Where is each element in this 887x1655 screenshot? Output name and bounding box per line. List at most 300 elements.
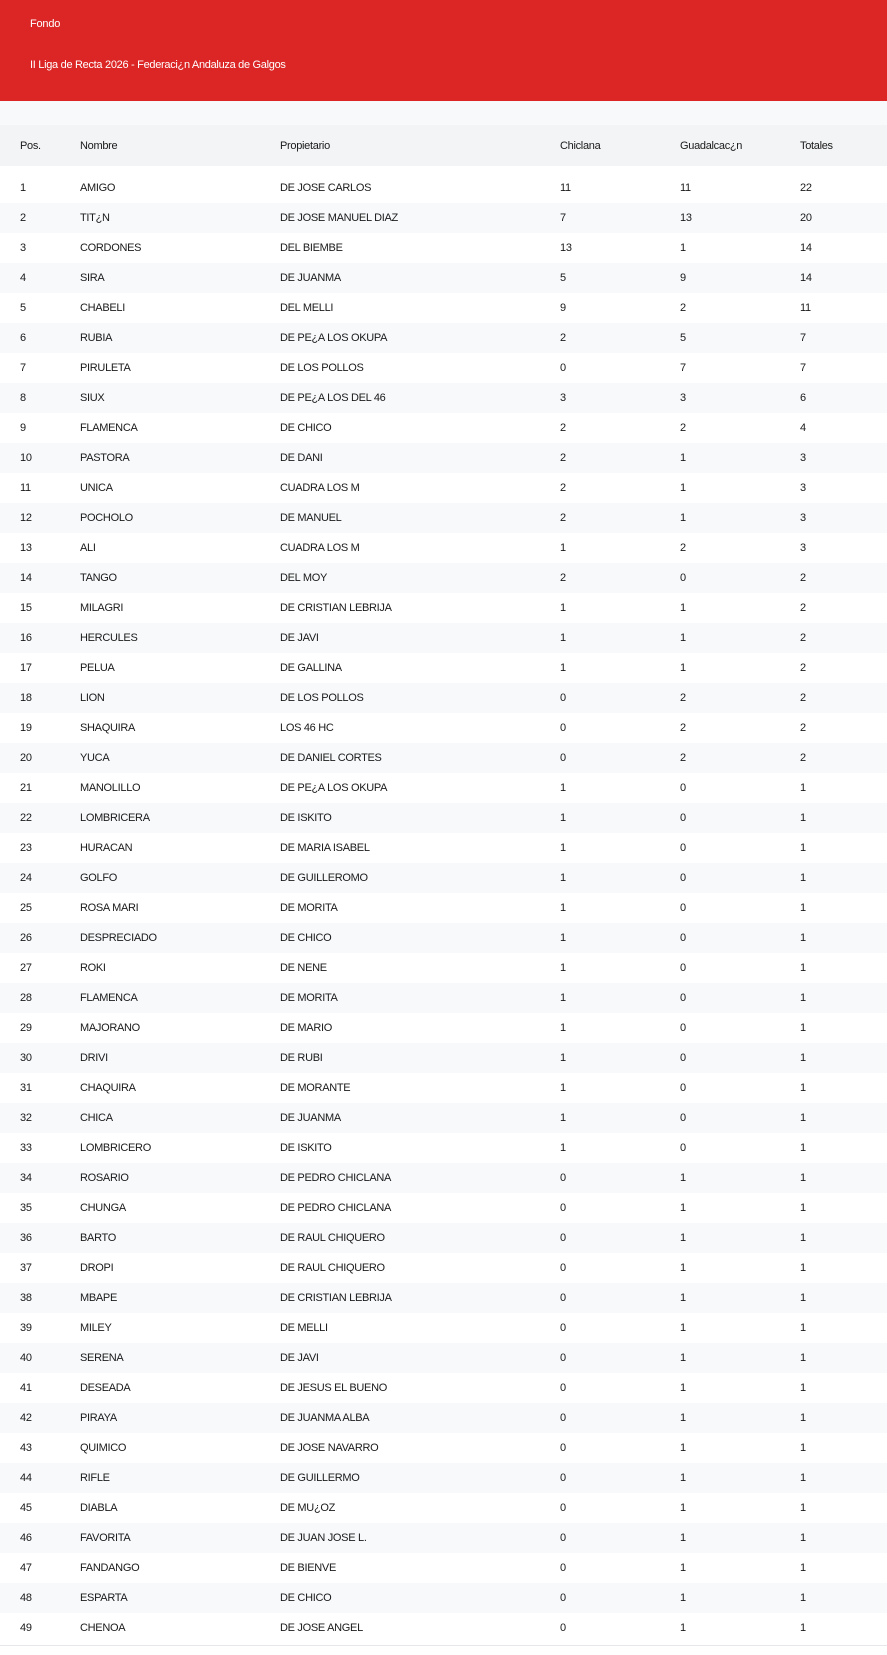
row-name: ROSARIO — [80, 1172, 129, 1184]
row-guadalcacin: 1 — [680, 1472, 686, 1484]
row-guadalcacin: 2 — [680, 422, 686, 434]
row-name: MBAPE — [80, 1292, 118, 1304]
row-pos: 13 — [20, 542, 32, 554]
table-row — [0, 803, 887, 833]
row-name: FLAMENCA — [80, 422, 138, 434]
row-name: TIT¿N — [80, 212, 110, 224]
row-owner: DE PEDRO CHICLANA — [280, 1202, 392, 1214]
row-chiclana: 0 — [560, 1292, 566, 1304]
row-total: 1 — [800, 1412, 806, 1424]
row-pos: 5 — [20, 302, 26, 314]
row-pos: 21 — [20, 782, 32, 794]
row-pos: 12 — [20, 512, 32, 524]
row-name: LION — [80, 692, 105, 704]
row-chiclana: 1 — [560, 812, 566, 824]
row-pos: 43 — [20, 1442, 32, 1454]
table-row — [0, 1493, 887, 1523]
row-pos: 46 — [20, 1532, 32, 1544]
row-total: 3 — [800, 482, 806, 494]
row-guadalcacin: 0 — [680, 992, 686, 1004]
row-pos: 49 — [20, 1622, 32, 1634]
row-chiclana: 1 — [560, 932, 566, 944]
row-pos: 48 — [20, 1592, 32, 1604]
row-name: PELUA — [80, 662, 115, 674]
row-owner: DE MARIA ISABEL — [280, 842, 370, 854]
row-pos: 19 — [20, 722, 32, 734]
row-name: ROKI — [80, 962, 106, 974]
row-total: 2 — [800, 692, 806, 704]
row-total: 2 — [800, 602, 806, 614]
row-name: LOMBRICERO — [80, 1142, 151, 1154]
row-total: 20 — [800, 212, 812, 224]
row-name: PASTORA — [80, 452, 130, 464]
table-row — [0, 1583, 887, 1613]
row-pos: 8 — [20, 392, 26, 404]
row-name: FANDANGO — [80, 1562, 140, 1574]
row-chiclana: 1 — [560, 872, 566, 884]
row-guadalcacin: 2 — [680, 752, 686, 764]
row-chiclana: 0 — [560, 1232, 566, 1244]
row-pos: 25 — [20, 902, 32, 914]
row-pos: 15 — [20, 602, 32, 614]
row-name: YUCA — [80, 752, 110, 764]
row-pos: 7 — [20, 362, 26, 374]
header-top-text: Fondo — [30, 18, 61, 30]
table-row — [0, 1313, 887, 1343]
row-chiclana: 1 — [560, 1082, 566, 1094]
row-chiclana: 0 — [560, 1562, 566, 1574]
table-row — [0, 233, 887, 263]
row-chiclana: 0 — [560, 1442, 566, 1454]
row-chiclana: 13 — [560, 242, 572, 254]
row-total: 1 — [800, 1262, 806, 1274]
table-row — [0, 1133, 887, 1163]
row-chiclana: 0 — [560, 1472, 566, 1484]
row-pos: 33 — [20, 1142, 32, 1154]
row-chiclana: 0 — [560, 1532, 566, 1544]
row-name: TANGO — [80, 572, 117, 584]
row-total: 1 — [800, 872, 806, 884]
table-row — [0, 353, 887, 383]
row-guadalcacin: 2 — [680, 722, 686, 734]
row-pos: 24 — [20, 872, 32, 884]
row-name: ALI — [80, 542, 96, 554]
row-chiclana: 0 — [560, 1352, 566, 1364]
table-row — [0, 1553, 887, 1583]
row-pos: 44 — [20, 1472, 32, 1484]
row-total: 1 — [800, 812, 806, 824]
table-row — [0, 443, 887, 473]
row-name: QUIMICO — [80, 1442, 127, 1454]
row-owner: DE MANUEL — [280, 512, 342, 524]
row-chiclana: 0 — [560, 1322, 566, 1334]
table-row — [0, 1043, 887, 1073]
row-pos: 2 — [20, 212, 26, 224]
row-pos: 26 — [20, 932, 32, 944]
row-total: 1 — [800, 1622, 806, 1634]
row-chiclana: 11 — [560, 182, 571, 194]
row-total: 1 — [800, 1112, 806, 1124]
row-guadalcacin: 0 — [680, 572, 686, 584]
table-row — [0, 1373, 887, 1403]
row-name: UNICA — [80, 482, 113, 494]
row-pos: 9 — [20, 422, 26, 434]
table-row — [0, 593, 887, 623]
row-chiclana: 1 — [560, 902, 566, 914]
row-owner: DE CRISTIAN LEBRIJA — [280, 1292, 392, 1304]
row-total: 1 — [800, 1052, 806, 1064]
row-guadalcacin: 0 — [680, 962, 686, 974]
row-name: BARTO — [80, 1232, 116, 1244]
row-total: 2 — [800, 662, 806, 674]
row-pos: 47 — [20, 1562, 32, 1574]
row-pos: 1 — [20, 182, 26, 194]
table-row — [0, 953, 887, 983]
row-guadalcacin: 7 — [680, 362, 686, 374]
row-chiclana: 3 — [560, 392, 566, 404]
row-name: PIRAYA — [80, 1412, 117, 1424]
row-owner: DE JUANMA — [280, 272, 341, 284]
row-chiclana: 0 — [560, 1382, 566, 1394]
row-guadalcacin: 1 — [680, 1502, 686, 1514]
row-pos: 28 — [20, 992, 32, 1004]
row-chiclana: 2 — [560, 512, 566, 524]
table-row — [0, 293, 887, 323]
row-total: 2 — [800, 572, 806, 584]
row-guadalcacin: 0 — [680, 872, 686, 884]
row-owner: DE MORANTE — [280, 1082, 351, 1094]
table-row — [0, 653, 887, 683]
table-row — [0, 1463, 887, 1493]
table-row — [0, 1343, 887, 1373]
table-row — [0, 413, 887, 443]
row-name: HERCULES — [80, 632, 138, 644]
row-owner: LOS 46 HC — [280, 722, 334, 734]
row-name: DRIVI — [80, 1052, 108, 1064]
row-pos: 30 — [20, 1052, 32, 1064]
row-guadalcacin: 2 — [680, 692, 686, 704]
row-name: CHICA — [80, 1112, 113, 1124]
row-name: DESEADA — [80, 1382, 131, 1394]
row-owner: DE MELLI — [280, 1322, 328, 1334]
table-row — [0, 1163, 887, 1193]
row-owner: DE JAVI — [280, 632, 319, 644]
row-chiclana: 0 — [560, 1622, 566, 1634]
row-name: DROPI — [80, 1262, 114, 1274]
row-owner: DEL MOY — [280, 572, 328, 584]
row-name: LOMBRICERA — [80, 812, 150, 824]
row-owner: DE JAVI — [280, 1352, 319, 1364]
column-header-guadalcacin: Guadalcac¿n — [680, 140, 743, 152]
row-owner: DE PE¿A LOS OKUPA — [280, 782, 388, 794]
row-chiclana: 1 — [560, 542, 566, 554]
row-owner: DE JOSE ANGEL — [280, 1622, 363, 1634]
row-pos: 17 — [20, 662, 32, 674]
row-total: 1 — [800, 992, 806, 1004]
row-guadalcacin: 1 — [680, 452, 686, 464]
page-header — [0, 0, 887, 101]
row-guadalcacin: 0 — [680, 902, 686, 914]
row-name: SHAQUIRA — [80, 722, 136, 734]
row-owner: DE JUANMA — [280, 1112, 341, 1124]
row-name: FAVORITA — [80, 1532, 131, 1544]
divider — [0, 1645, 887, 1646]
row-name: CHABELI — [80, 302, 125, 314]
row-name: RUBIA — [80, 332, 113, 344]
row-chiclana: 0 — [560, 1262, 566, 1274]
row-pos: 16 — [20, 632, 32, 644]
row-owner: DE MU¿OZ — [280, 1502, 336, 1514]
row-name: DIABLA — [80, 1502, 118, 1514]
row-owner: DE PE¿A LOS OKUPA — [280, 332, 388, 344]
row-pos: 34 — [20, 1172, 32, 1184]
row-guadalcacin: 1 — [680, 1172, 686, 1184]
row-total: 1 — [800, 1472, 806, 1484]
row-pos: 36 — [20, 1232, 32, 1244]
row-chiclana: 1 — [560, 662, 566, 674]
row-pos: 22 — [20, 812, 32, 824]
row-pos: 40 — [20, 1352, 32, 1364]
row-owner: DE CHICO — [280, 932, 332, 944]
row-chiclana: 1 — [560, 602, 566, 614]
row-chiclana: 2 — [560, 572, 566, 584]
table-row — [0, 1073, 887, 1103]
row-guadalcacin: 1 — [680, 1232, 686, 1244]
table-row — [0, 533, 887, 563]
row-name: MILEY — [80, 1322, 112, 1334]
row-guadalcacin: 0 — [680, 1082, 686, 1094]
row-guadalcacin: 1 — [680, 1592, 686, 1604]
table-row — [0, 833, 887, 863]
table-row — [0, 1283, 887, 1313]
row-owner: DE LOS POLLOS — [280, 692, 364, 704]
row-owner: DEL BIEMBE — [280, 242, 343, 254]
row-owner: DE RAUL CHIQUERO — [280, 1232, 385, 1244]
row-total: 2 — [800, 722, 806, 734]
row-owner: CUADRA LOS M — [280, 542, 360, 554]
row-name: GOLFO — [80, 872, 118, 884]
row-pos: 3 — [20, 242, 26, 254]
table-row — [0, 1103, 887, 1133]
row-pos: 39 — [20, 1322, 32, 1334]
row-chiclana: 1 — [560, 992, 566, 1004]
row-owner: DE RUBI — [280, 1052, 323, 1064]
table-row — [0, 923, 887, 953]
table-row — [0, 713, 887, 743]
table-row — [0, 1223, 887, 1253]
row-name: MAJORANO — [80, 1022, 140, 1034]
row-total: 1 — [800, 1532, 806, 1544]
row-owner: DEL MELLI — [280, 302, 334, 314]
row-guadalcacin: 11 — [680, 182, 691, 194]
row-chiclana: 2 — [560, 332, 566, 344]
row-pos: 31 — [20, 1082, 32, 1094]
row-name: ROSA MARI — [80, 902, 139, 914]
row-name: DESPRECIADO — [80, 932, 157, 944]
row-chiclana: 1 — [560, 782, 566, 794]
row-guadalcacin: 0 — [680, 812, 686, 824]
row-name: CORDONES — [80, 242, 142, 254]
row-guadalcacin: 1 — [680, 1412, 686, 1424]
row-chiclana: 0 — [560, 692, 566, 704]
row-guadalcacin: 1 — [680, 242, 686, 254]
row-total: 1 — [800, 1592, 806, 1604]
table-row — [0, 563, 887, 593]
row-total: 2 — [800, 632, 806, 644]
row-owner: DE JOSE CARLOS — [280, 182, 372, 194]
row-name: SIRA — [80, 272, 105, 284]
row-owner: DE BIENVE — [280, 1562, 336, 1574]
row-chiclana: 1 — [560, 1112, 566, 1124]
column-header-owner: Propietario — [280, 140, 330, 152]
row-total: 1 — [800, 1382, 806, 1394]
row-chiclana: 0 — [560, 1202, 566, 1214]
row-pos: 32 — [20, 1112, 32, 1124]
row-guadalcacin: 2 — [680, 542, 686, 554]
row-pos: 4 — [20, 272, 26, 284]
row-total: 1 — [800, 1082, 806, 1094]
row-pos: 20 — [20, 752, 32, 764]
row-owner: DE MARIO — [280, 1022, 332, 1034]
row-name: POCHOLO — [80, 512, 133, 524]
row-total: 1 — [800, 902, 806, 914]
row-owner: DE JESUS EL BUENO — [280, 1382, 387, 1394]
row-total: 1 — [800, 1352, 806, 1364]
table-row — [0, 623, 887, 653]
row-pos: 10 — [20, 452, 32, 464]
table-row — [0, 983, 887, 1013]
row-guadalcacin: 1 — [680, 632, 686, 644]
row-total: 1 — [800, 1202, 806, 1214]
row-name: RIFLE — [80, 1472, 110, 1484]
row-pos: 23 — [20, 842, 32, 854]
column-header-name: Nombre — [80, 140, 118, 152]
row-owner: DE GUILLEROMO — [280, 872, 368, 884]
row-total: 1 — [800, 932, 806, 944]
row-chiclana: 2 — [560, 422, 566, 434]
row-pos: 27 — [20, 962, 32, 974]
table-row — [0, 743, 887, 773]
row-owner: DE JUANMA ALBA — [280, 1412, 370, 1424]
row-guadalcacin: 0 — [680, 1142, 686, 1154]
table-row — [0, 1403, 887, 1433]
row-pos: 35 — [20, 1202, 32, 1214]
table-row — [0, 323, 887, 353]
row-chiclana: 0 — [560, 722, 566, 734]
row-chiclana: 0 — [560, 1172, 566, 1184]
row-chiclana: 0 — [560, 1592, 566, 1604]
row-total: 7 — [800, 362, 806, 374]
row-guadalcacin: 1 — [680, 1262, 686, 1274]
row-name: AMIGO — [80, 182, 116, 194]
row-guadalcacin: 9 — [680, 272, 686, 284]
row-guadalcacin: 1 — [680, 482, 686, 494]
row-owner: DE CRISTIAN LEBRIJA — [280, 602, 392, 614]
row-pos: 29 — [20, 1022, 32, 1034]
row-owner: DE PEDRO CHICLANA — [280, 1172, 392, 1184]
table-row — [0, 1523, 887, 1553]
row-name: SERENA — [80, 1352, 124, 1364]
row-owner: DE RAUL CHIQUERO — [280, 1262, 385, 1274]
row-total: 2 — [800, 752, 806, 764]
row-chiclana: 2 — [560, 452, 566, 464]
row-total: 7 — [800, 332, 806, 344]
row-chiclana: 2 — [560, 482, 566, 494]
table-row — [0, 1433, 887, 1463]
row-chiclana: 1 — [560, 1052, 566, 1064]
table-row — [0, 1613, 887, 1643]
row-chiclana: 1 — [560, 962, 566, 974]
row-name: CHAQUIRA — [80, 1082, 136, 1094]
row-guadalcacin: 1 — [680, 1562, 686, 1574]
row-pos: 18 — [20, 692, 32, 704]
row-pos: 41 — [20, 1382, 32, 1394]
row-total: 1 — [800, 1142, 806, 1154]
row-owner: DE ISKITO — [280, 1142, 332, 1154]
row-total: 3 — [800, 512, 806, 524]
table-row — [0, 473, 887, 503]
row-guadalcacin: 0 — [680, 842, 686, 854]
row-total: 1 — [800, 842, 806, 854]
row-total: 1 — [800, 1232, 806, 1244]
column-header-pos: Pos. — [20, 140, 41, 152]
row-guadalcacin: 0 — [680, 1022, 686, 1034]
row-chiclana: 1 — [560, 1142, 566, 1154]
row-pos: 11 — [20, 482, 31, 494]
table-row — [0, 1193, 887, 1223]
row-owner: DE NENE — [280, 962, 327, 974]
row-guadalcacin: 1 — [680, 662, 686, 674]
row-owner: CUADRA LOS M — [280, 482, 360, 494]
row-guadalcacin: 5 — [680, 332, 686, 344]
row-guadalcacin: 2 — [680, 302, 686, 314]
table-row — [0, 173, 887, 203]
row-total: 1 — [800, 1502, 806, 1514]
table-row — [0, 383, 887, 413]
row-chiclana: 1 — [560, 1022, 566, 1034]
row-owner: DE JOSE NAVARRO — [280, 1442, 379, 1454]
row-chiclana: 1 — [560, 842, 566, 854]
row-guadalcacin: 1 — [680, 1322, 686, 1334]
row-guadalcacin: 1 — [680, 512, 686, 524]
row-chiclana: 9 — [560, 302, 566, 314]
row-guadalcacin: 0 — [680, 932, 686, 944]
page-title: II Liga de Recta 2026 - Federaci¿n Andaluza de Galgos — [30, 59, 286, 71]
row-chiclana: 1 — [560, 632, 566, 644]
table-row — [0, 503, 887, 533]
row-guadalcacin: 1 — [680, 1202, 686, 1214]
spacer-band — [0, 101, 887, 125]
row-total: 22 — [800, 182, 812, 194]
table-row — [0, 263, 887, 293]
row-guadalcacin: 0 — [680, 1052, 686, 1064]
column-header-totals: Totales — [800, 140, 833, 152]
row-chiclana: 0 — [560, 362, 566, 374]
row-chiclana: 0 — [560, 1412, 566, 1424]
row-total: 14 — [800, 242, 812, 254]
row-owner: DE GALLINA — [280, 662, 342, 674]
row-pos: 6 — [20, 332, 26, 344]
table-header — [0, 125, 887, 166]
row-total: 1 — [800, 1172, 806, 1184]
row-owner: DE PE¿A LOS DEL 46 — [280, 392, 386, 404]
row-total: 14 — [800, 272, 812, 284]
row-guadalcacin: 13 — [680, 212, 692, 224]
row-guadalcacin: 0 — [680, 782, 686, 794]
table-row — [0, 1253, 887, 1283]
row-guadalcacin: 1 — [680, 1622, 686, 1634]
row-owner: DE CHICO — [280, 1592, 332, 1604]
